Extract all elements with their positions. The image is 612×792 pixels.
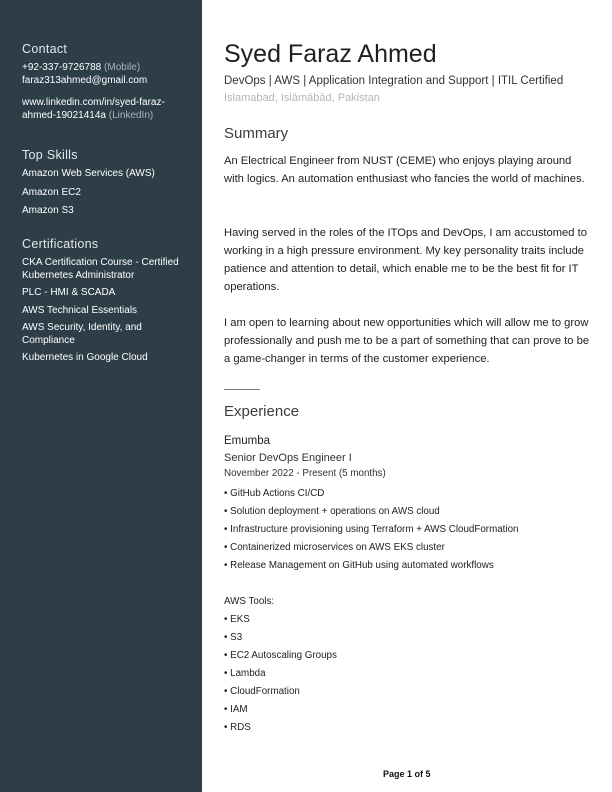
tools-list (224, 611, 592, 737)
tool-item: • IAM (224, 701, 592, 719)
tool-item: • S3 (224, 629, 592, 647)
sidebar (0, 0, 202, 792)
contact-section (22, 42, 194, 127)
job-role: Senior DevOps Engineer I (224, 452, 352, 464)
bullet-item: • Release Management on GitHub using automated workflows (224, 557, 592, 575)
email-link[interactable]: faraz313ahmed@gmail.com (22, 74, 148, 86)
person-name: Syed Faraz Ahmed (224, 40, 437, 68)
page-number (383, 769, 431, 779)
tool-item: • Lambda (224, 665, 592, 683)
bullet-item: • GitHub Actions CI/CD (224, 485, 592, 503)
experience-title: Experience (224, 403, 300, 420)
job-bullets (224, 485, 592, 575)
certifications-title: Certifications (22, 237, 99, 251)
skills-section (22, 148, 194, 224)
bullet-item: • Containerized microservices on AWS EKS cluster (224, 539, 592, 557)
summary-paragraph: Having served in the roles of the ITOps and DevOps, I am accustomed to working in a high pressure environment. My key personality traits include patience and attention to detail, which enable me to be the best fit for IT operations. (224, 227, 587, 293)
linkedin-link[interactable] (22, 97, 194, 122)
linkedin-label: (LinkedIn) (108, 109, 154, 121)
summary-title: Summary (224, 125, 289, 142)
tool-item: • EKS (224, 611, 592, 629)
tool-item: • RDS (224, 719, 592, 737)
bullet-item: • Solution deployment + operations on AWS cloud (224, 503, 592, 521)
skills-title: Top Skills (22, 148, 78, 162)
location: Islamabad, Islāmābād, Pakistan (224, 92, 380, 104)
page-label: Page 1 of 5 (383, 769, 431, 779)
certification-item: CKA Certification Course - Certified Kubernetes Administrator (22, 257, 179, 281)
contact-title: Contact (22, 42, 68, 56)
section-divider (224, 389, 260, 390)
linkedin-url-line1: www.linkedin.com/in/syed-faraz- (22, 97, 165, 108)
linkedin-url-line2: ahmed-19021414a (22, 109, 106, 121)
summary-paragraph: An Electrical Engineer from NUST (CEME) who enjoys playing around with logics. An automation enthusiast who fancies the world of machines. (224, 155, 585, 185)
skill-item: Amazon S3 (22, 205, 74, 216)
certifications-section (22, 237, 194, 370)
tools-title: AWS Tools: (224, 596, 275, 607)
company-name: Emumba (224, 435, 271, 447)
certification-item: AWS Security, Identity, and Compliance (22, 322, 142, 346)
tool-item: • CloudFormation (224, 683, 592, 701)
certification-item: Kubernetes in Google Cloud (22, 352, 148, 363)
certification-item: AWS Technical Essentials (22, 304, 138, 316)
summary-paragraph: I am open to learning about new opportunities which will allow me to grow professionally and push me to be a part of something that can prove to be a game-changer in terms of the customer experience. (224, 317, 590, 365)
tool-item: • EC2 Autoscaling Groups (224, 647, 592, 665)
headline: DevOps | AWS | Application Integration and Support | ITIL Certified (224, 75, 564, 87)
skill-item: Amazon EC2 (22, 186, 81, 198)
phone-line (22, 62, 194, 75)
certification-item: PLC - HMI & SCADA (22, 287, 116, 298)
phone-number[interactable]: +92-337-9726788 (22, 62, 102, 73)
skill-item: Amazon Web Services (AWS) (22, 168, 155, 179)
phone-type: (Mobile) (104, 62, 141, 73)
bullet-item: • Infrastructure provisioning using Terraform + AWS CloudFormation (224, 521, 592, 539)
job-dates: November 2022 - Present (5 months) (224, 468, 386, 479)
